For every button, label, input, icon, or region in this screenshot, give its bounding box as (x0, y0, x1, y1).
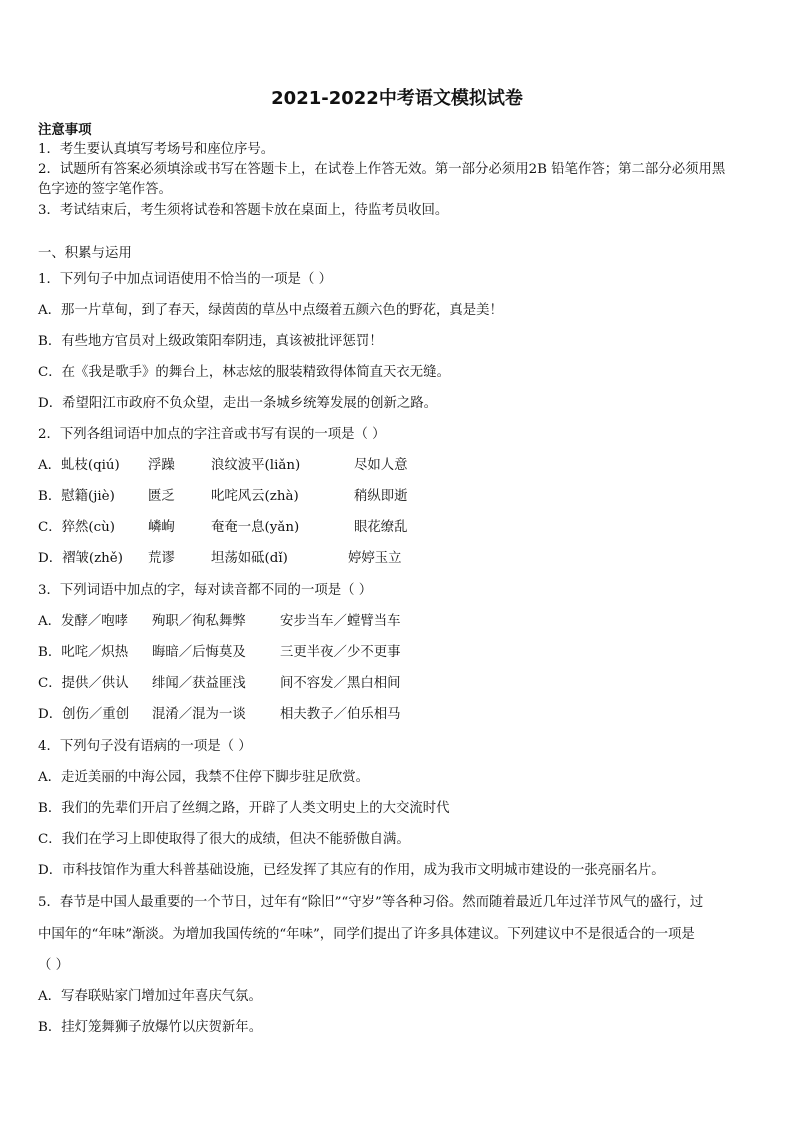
q2-c-col3: 奄奄一息(yǎn) (211, 520, 300, 535)
q1-option-b: B．有些地方官员对上级政策阳奉阴违，真该被批评惩罚！ (38, 334, 383, 349)
q3-d-col2: 混淆／混为一谈 (152, 707, 246, 722)
q1-option-d: D．希望阳江市政府不负众望，走出一条城乡统筹发展的创新之路。 (38, 396, 438, 411)
q2-a-col4: 尽如人意 (354, 458, 408, 473)
q2-b-col2: 匮乏 (148, 489, 175, 504)
q2-b-col4: 稍纵即逝 (354, 489, 408, 504)
q2-b-col1: B．慰籍(jiè) (38, 489, 115, 504)
q3-d-col1: D．创伤／重创 (38, 707, 130, 722)
notice-item-2: 2．试题所有答案必须填涂或书写在答题卡上，在试卷上作答无效。第一部分必须用2B 铅笔作答；第二部分必须用黑 (38, 162, 726, 177)
q2-d-col3: 坦荡如砥(dǐ) (211, 551, 288, 566)
q3-a-col2: 殉职／徇私舞弊 (152, 614, 246, 629)
q5-option-a: A．写春联贴家门增加过年喜庆气氛。 (38, 989, 262, 1004)
q4-option-c: C．我们在学习上即使取得了很大的成绩，但决不能骄傲自满。 (38, 832, 410, 847)
q2-a-col2: 浮躁 (148, 458, 175, 473)
q2-c-col4: 眼花缭乱 (354, 520, 408, 535)
q2-a-col3: 浪纹波平(liǎn) (211, 458, 301, 473)
q3-b-col3: 三更半夜／少不更事 (280, 645, 401, 660)
exam-title: 2021-2022中考语文模拟试卷 (271, 88, 523, 109)
q2-c-col1: C．猝然(cù) (38, 520, 115, 535)
q1-option-c: C．在《我是歌手》的舞台上，林志炫的服装精致得体简直天衣无缝。 (38, 365, 450, 380)
notice-item-3: 3．考试结束后，考生须将试卷和答题卡放在桌面上，待监考员收回。 (38, 203, 449, 218)
q5-stem-line-2: 中国年的“年味”渐淡。为增加我国传统的“年味”，同学们提出了许多具体建议。下列建议中不是很适合的一项是 (38, 927, 695, 942)
q2-stem: 2．下列各组词语中加点的字注音或书写有误的一项是（ ） (38, 427, 386, 442)
q4-option-b: B．我们的先辈们开启了丝绸之路，开辟了人类文明史上的大交流时代 (38, 801, 450, 816)
q3-a-col1: A．发酵／咆哮 (38, 614, 129, 629)
q2-d-col4: 婷婷玉立 (348, 551, 402, 566)
q2-d-col2: 荒谬 (148, 551, 175, 566)
q3-c-col1: C．提供／供认 (38, 676, 129, 691)
q3-c-col2: 绯闻／获益匪浅 (152, 676, 246, 691)
q4-stem: 4．下列句子没有语病的一项是（ ） (38, 739, 252, 754)
q3-c-col3: 间不容发／黑白相间 (280, 676, 401, 691)
notice-heading: 注意事项 (38, 122, 92, 138)
q4-option-a: A．走近美丽的中海公园，我禁不住停下脚步驻足欣赏。 (38, 770, 370, 785)
notice-item-2-cont: 色字迹的签字笔作答。 (38, 182, 172, 197)
q2-d-col1: D．褶皱(zhě) (38, 551, 123, 566)
q3-b-col2: 晦暗／后悔莫及 (152, 645, 246, 660)
section-heading: 一、积累与运用 (38, 246, 132, 261)
q3-d-col3: 相夫教子／伯乐相马 (280, 707, 401, 722)
notice-item-1: 1．考生要认真填写考场号和座位序号。 (38, 142, 275, 157)
q3-stem: 3．下列词语中加点的字，每对读音都不同的一项是（ ） (38, 583, 373, 598)
q5-option-b: B．挂灯笼舞狮子放爆竹以庆贺新年。 (38, 1020, 263, 1035)
q3-a-col3: 安步当车／螳臂当车 (280, 614, 401, 629)
q4-option-d: D．市科技馆作为重大科普基础设施，已经发挥了其应有的作用，成为我市文明城市建设的一张亮丽名片。 (38, 863, 665, 878)
q5-stem-line-3: （ ） (38, 958, 70, 973)
q2-b-col3: 叱咤风云(zhà) (211, 489, 299, 504)
q3-b-col1: B．叱咤／炽热 (38, 645, 129, 660)
q1-option-a: A．那一片草甸，到了春天，绿茵茵的草丛中点缀着五颜六色的野花，真是美！ (38, 303, 503, 318)
q5-stem-line-1: 5．春节是中国人最重要的一个节日，过年有“除旧”“守岁”等各种习俗。然而随着最近几年过洋节风气的盛行，过 (38, 895, 704, 910)
q1-stem: 1．下列句子中加点词语使用不恰当的一项是（ ） (38, 272, 332, 287)
q2-c-col2: 嶙峋 (148, 520, 175, 535)
q2-a-col1: A．虬枝(qiú) (38, 458, 120, 473)
